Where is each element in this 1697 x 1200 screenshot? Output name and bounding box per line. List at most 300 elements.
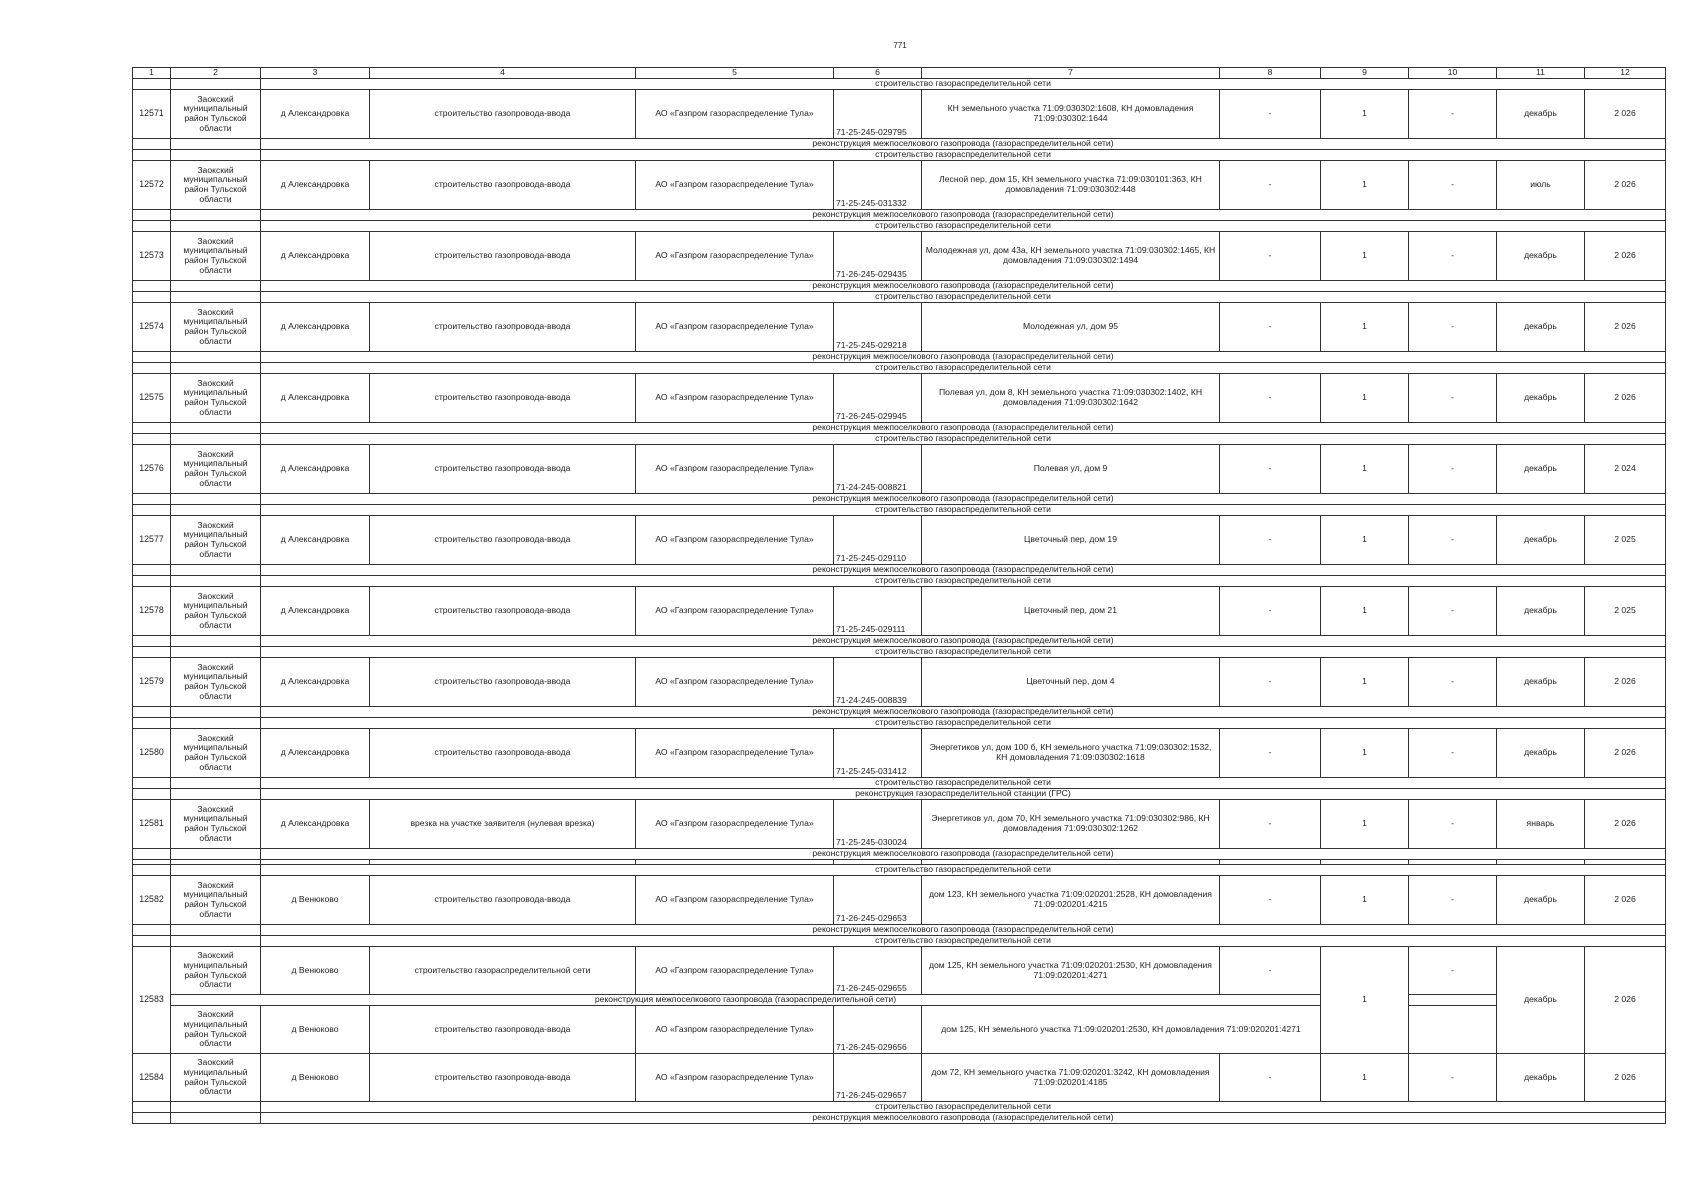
work-type-cell: строительство газопровода-ввода xyxy=(370,729,636,778)
address-cell: Энергетиков ул, дом 70, КН земельного участка 71:09:030302:986, КН домовладения 71:09:030302:1262 xyxy=(922,800,1220,849)
work-type-cell: строительство газопровода-ввода xyxy=(370,587,636,636)
band-blank-cell xyxy=(171,925,261,936)
district-cell: Заокский муниципальный район Тульской области xyxy=(171,876,261,925)
address-cell: дом 125, КН земельного участка 71:09:020201:2530, КН домовладения 71:09:020201:4271 xyxy=(922,1006,1321,1054)
object-id-cell: 71-26-245-029653 xyxy=(834,876,922,925)
band-row xyxy=(133,150,1666,161)
col9-cell: 1 xyxy=(1321,374,1409,423)
work-type-cell: строительство газопровода-ввода xyxy=(370,303,636,352)
column-header: 12 xyxy=(1585,68,1666,79)
col10-cell: - xyxy=(1409,947,1497,995)
row-number: 12584 xyxy=(133,1054,171,1102)
band-blank-cell xyxy=(133,434,171,445)
column-header: 3 xyxy=(261,68,370,79)
month-cell: июль xyxy=(1497,161,1585,210)
band-row xyxy=(133,210,1666,221)
band-row xyxy=(133,1113,1666,1124)
table-row xyxy=(133,374,1666,423)
year-cell: 2 026 xyxy=(1585,161,1666,210)
band-label: реконструкция межпоселкового газопровода (газораспределительной сети) xyxy=(171,995,1321,1006)
district-cell: Заокский муниципальный район Тульской области xyxy=(171,303,261,352)
col9-cell: 1 xyxy=(1321,232,1409,281)
row-number: 12576 xyxy=(133,445,171,494)
object-id-cell: 71-26-245-029655 xyxy=(834,947,922,995)
col10-cell: - xyxy=(1409,658,1497,707)
band-blank-cell xyxy=(171,281,261,292)
locality-cell: д Александровка xyxy=(261,658,370,707)
company-cell: АО «Газпром газораспределение Тула» xyxy=(636,587,834,636)
company-cell: АО «Газпром газораспределение Тула» xyxy=(636,729,834,778)
year-cell: 2 024 xyxy=(1585,445,1666,494)
company-cell: АО «Газпром газораспределение Тула» xyxy=(636,1006,834,1054)
object-id-cell: 71-25-245-031412 xyxy=(834,729,922,778)
work-type-cell: строительство газопровода-ввода xyxy=(370,232,636,281)
band-label: строительство газораспределительной сети xyxy=(261,576,1666,587)
district-cell: Заокский муниципальный район Тульской области xyxy=(171,947,261,995)
band-label: реконструкция межпоселкового газопровода (газораспределительной сети) xyxy=(261,565,1666,576)
locality-cell: д Александровка xyxy=(261,516,370,565)
band-label: строительство газораспределительной сети xyxy=(261,865,1666,876)
district-cell: Заокский муниципальный район Тульской области xyxy=(171,232,261,281)
locality-cell: д Александровка xyxy=(261,587,370,636)
work-type-cell: строительство газопровода-ввода xyxy=(370,876,636,925)
band-label: реконструкция межпоселкового газопровода (газораспределительной сети) xyxy=(261,281,1666,292)
band-row xyxy=(133,647,1666,658)
object-id-cell: 71-25-245-029110 xyxy=(834,516,922,565)
table-row xyxy=(133,800,1666,849)
address-cell: Энергетиков ул, дом 100 б, КН земельного участка 71:09:030302:1532, КН домовладения 71:09:030302:1618 xyxy=(922,729,1220,778)
column-header: 5 xyxy=(636,68,834,79)
row-number: 12571 xyxy=(133,90,171,139)
row-number: 12572 xyxy=(133,161,171,210)
col9-cell: 1 xyxy=(1321,516,1409,565)
column-header: 11 xyxy=(1497,68,1585,79)
band-label: реконструкция межпоселкового газопровода (газораспределительной сети) xyxy=(261,139,1666,150)
company-cell: АО «Газпром газораспределение Тула» xyxy=(636,303,834,352)
col9-cell: 1 xyxy=(1321,947,1409,1054)
column-header: 2 xyxy=(171,68,261,79)
col10-cell: - xyxy=(1409,445,1497,494)
district-cell: Заокский муниципальный район Тульской области xyxy=(171,374,261,423)
locality-cell: д Александровка xyxy=(261,374,370,423)
col9-cell: 1 xyxy=(1321,876,1409,925)
locality-cell: д Александровка xyxy=(261,232,370,281)
col10-cell: - xyxy=(1409,516,1497,565)
column-header: 1 xyxy=(133,68,171,79)
band-label: строительство газораспределительной сети xyxy=(261,363,1666,374)
band-row xyxy=(133,1102,1666,1113)
page-number: 771 xyxy=(893,41,907,50)
col10-cell: - xyxy=(1409,161,1497,210)
table-row xyxy=(133,729,1666,778)
col9-cell: 1 xyxy=(1321,161,1409,210)
band-row xyxy=(133,778,1666,789)
band-blank-cell xyxy=(133,936,171,947)
band-label: реконструкция межпоселкового газопровода (газораспределительной сети) xyxy=(261,707,1666,718)
band-blank-cell xyxy=(171,1102,261,1113)
band-blank-cell xyxy=(171,936,261,947)
band-label: строительство газораспределительной сети xyxy=(261,292,1666,303)
band-blank-cell xyxy=(133,281,171,292)
address-cell: Полевая ул, дом 8, КН земельного участка 71:09:030302:1402, КН домовладения 71:09:030302:1642 xyxy=(922,374,1220,423)
band-label: строительство газораспределительной сети xyxy=(261,936,1666,947)
district-cell: Заокский муниципальный район Тульской области xyxy=(171,800,261,849)
table-row xyxy=(133,1006,1666,1054)
band-row xyxy=(133,936,1666,947)
col10-cell: - xyxy=(1409,1054,1497,1102)
column-header-row xyxy=(133,68,1666,79)
table-row xyxy=(133,1054,1666,1102)
column-header: 7 xyxy=(922,68,1220,79)
band-row xyxy=(133,292,1666,303)
district-cell: Заокский муниципальный район Тульской области xyxy=(171,587,261,636)
band-blank-cell xyxy=(171,352,261,363)
month-cell: декабрь xyxy=(1497,445,1585,494)
table-row xyxy=(133,516,1666,565)
band-blank-cell xyxy=(133,1113,171,1124)
work-type-cell: строительство газопровода-ввода xyxy=(370,516,636,565)
locality-cell: д Александровка xyxy=(261,800,370,849)
band-blank-cell xyxy=(171,363,261,374)
row-number: 12582 xyxy=(133,876,171,925)
locality-cell: д Александровка xyxy=(261,303,370,352)
district-cell: Заокский муниципальный район Тульской области xyxy=(171,445,261,494)
band-row xyxy=(133,718,1666,729)
table-row xyxy=(133,161,1666,210)
object-id-cell: 71-24-245-008821 xyxy=(834,445,922,494)
row-number: 12581 xyxy=(133,800,171,849)
year-cell: 2 026 xyxy=(1585,1054,1666,1102)
object-id-cell: 71-25-245-029795 xyxy=(834,90,922,139)
row-number: 12574 xyxy=(133,303,171,352)
band-blank-cell xyxy=(133,565,171,576)
year-cell: 2 026 xyxy=(1585,729,1666,778)
row-number: 12575 xyxy=(133,374,171,423)
col9-cell: 1 xyxy=(1321,658,1409,707)
band-blank-cell xyxy=(171,494,261,505)
band-row xyxy=(133,707,1666,718)
band-row xyxy=(133,565,1666,576)
address-cell: дом 123, КН земельного участка 71:09:020201:2528, КН домовладения 71:09:020201:4215 xyxy=(922,876,1220,925)
col10-cell: - xyxy=(1409,587,1497,636)
col9-cell: 1 xyxy=(1321,1054,1409,1102)
band-label: строительство газораспределительной сети xyxy=(261,647,1666,658)
band-blank-cell xyxy=(171,707,261,718)
company-cell: АО «Газпром газораспределение Тула» xyxy=(636,374,834,423)
col10-cell: - xyxy=(1409,876,1497,925)
band-blank-cell xyxy=(133,576,171,587)
band-blank-cell xyxy=(171,647,261,658)
col8-cell: - xyxy=(1220,800,1321,849)
band-label: строительство газораспределительной сети xyxy=(261,221,1666,232)
locality-cell: д Александровка xyxy=(261,90,370,139)
company-cell: АО «Газпром газораспределение Тула» xyxy=(636,445,834,494)
band-blank-cell xyxy=(133,865,171,876)
row-number: 12577 xyxy=(133,516,171,565)
band-label: строительство газораспределительной сети xyxy=(261,434,1666,445)
month-cell: декабрь xyxy=(1497,516,1585,565)
work-type-cell: строительство газопровода-ввода xyxy=(370,658,636,707)
row-number: 12583 xyxy=(133,947,171,1054)
band-label: реконструкция межпоселкового газопровода (газораспределительной сети) xyxy=(261,1113,1666,1124)
col10-cell: - xyxy=(1409,729,1497,778)
band-row xyxy=(133,636,1666,647)
band-row xyxy=(133,494,1666,505)
band-blank-cell xyxy=(133,221,171,232)
month-cell: декабрь xyxy=(1497,876,1585,925)
band-blank-cell xyxy=(171,292,261,303)
work-type-cell: строительство газопровода-ввода xyxy=(370,1006,636,1054)
locality-cell: д Александровка xyxy=(261,161,370,210)
band-blank-cell xyxy=(171,221,261,232)
band-row xyxy=(133,789,1666,800)
year-cell: 2 026 xyxy=(1585,800,1666,849)
band-row xyxy=(133,363,1666,374)
band-blank-cell xyxy=(133,423,171,434)
row-number: 12573 xyxy=(133,232,171,281)
object-id-cell: 71-25-245-029111 xyxy=(834,587,922,636)
col8-cell: - xyxy=(1220,947,1321,995)
col8-cell: - xyxy=(1220,232,1321,281)
band-blank-cell xyxy=(171,865,261,876)
band-row xyxy=(133,352,1666,363)
band-row xyxy=(133,865,1666,876)
month-cell: декабрь xyxy=(1497,658,1585,707)
col9-cell: 1 xyxy=(1321,587,1409,636)
address-cell: КН земельного участка 71:09:030302:1608, КН домовладения 71:09:030302:1644 xyxy=(922,90,1220,139)
band-blank-cell xyxy=(171,505,261,516)
col8-cell: - xyxy=(1220,445,1321,494)
month-cell: декабрь xyxy=(1497,90,1585,139)
address-cell: дом 72, КН земельного участка 71:09:020201:3242, КН домовладения 71:09:020201:4185 xyxy=(922,1054,1220,1102)
work-type-cell: врезка на участке заявителя (нулевая врезка) xyxy=(370,800,636,849)
band-row xyxy=(133,221,1666,232)
col9-cell: 1 xyxy=(1321,303,1409,352)
band-row xyxy=(133,925,1666,936)
district-cell: Заокский муниципальный район Тульской области xyxy=(171,90,261,139)
band-label: реконструкция газораспределительной станции (ГРС) xyxy=(261,789,1666,800)
band-blank-cell xyxy=(171,576,261,587)
object-id-cell: 71-26-245-029656 xyxy=(834,1006,922,1054)
band-blank-cell xyxy=(133,636,171,647)
address-cell: Полевая ул, дом 9 xyxy=(922,445,1220,494)
district-cell: Заокский муниципальный район Тульской области xyxy=(171,1054,261,1102)
district-cell: Заокский муниципальный район Тульской области xyxy=(171,658,261,707)
band-row xyxy=(133,281,1666,292)
locality-cell: д Венюково xyxy=(261,947,370,995)
work-type-cell: строительство газопровода-ввода xyxy=(370,161,636,210)
band-blank-cell xyxy=(133,1102,171,1113)
address-cell: Лесной пер, дом 15, КН земельного участка 71:09:030101:363, КН домовладения 71:09:030302:448 xyxy=(922,161,1220,210)
band-label: реконструкция межпоселкового газопровода (газораспределительной сети) xyxy=(261,925,1666,936)
col9-cell: 1 xyxy=(1321,800,1409,849)
year-cell: 2 026 xyxy=(1585,90,1666,139)
col8-cell: - xyxy=(1220,90,1321,139)
col8-cell: - xyxy=(1220,876,1321,925)
object-id-cell: 71-26-245-029435 xyxy=(834,232,922,281)
band-blank-cell xyxy=(171,565,261,576)
year-cell: 2 026 xyxy=(1585,947,1666,1054)
col8-cell: - xyxy=(1220,161,1321,210)
year-cell: 2 025 xyxy=(1585,516,1666,565)
band-blank-cell xyxy=(171,1113,261,1124)
band-row xyxy=(133,849,1666,860)
col9-cell: 1 xyxy=(1321,90,1409,139)
col8-cell: - xyxy=(1220,516,1321,565)
band-row xyxy=(133,139,1666,150)
locality-cell: д Венюково xyxy=(261,1054,370,1102)
column-header: 10 xyxy=(1409,68,1497,79)
band-blank-cell xyxy=(133,925,171,936)
band-blank-cell xyxy=(133,505,171,516)
band-blank-cell xyxy=(171,423,261,434)
band-blank-cell xyxy=(133,707,171,718)
work-type-cell: строительство газопровода-ввода xyxy=(370,1054,636,1102)
band-blank-cell xyxy=(133,210,171,221)
table-row xyxy=(133,445,1666,494)
band-row xyxy=(133,505,1666,516)
band-label: реконструкция межпоселкового газопровода (газораспределительной сети) xyxy=(261,849,1666,860)
band-blank-cell xyxy=(1409,995,1497,1006)
work-type-cell: строительство газопровода-ввода xyxy=(370,445,636,494)
work-type-cell: строительство газопровода-ввода xyxy=(370,374,636,423)
band-blank-cell xyxy=(133,79,171,90)
column-header: 9 xyxy=(1321,68,1409,79)
band-blank-cell xyxy=(171,79,261,90)
district-cell: Заокский муниципальный район Тульской области xyxy=(171,729,261,778)
band-blank-cell xyxy=(133,647,171,658)
month-cell: декабрь xyxy=(1497,729,1585,778)
band-blank-cell xyxy=(171,636,261,647)
address-cell: Цветочный пер, дом 19 xyxy=(922,516,1220,565)
band-label: строительство газораспределительной сети xyxy=(261,150,1666,161)
column-header: 6 xyxy=(834,68,922,79)
col8-cell: - xyxy=(1220,587,1321,636)
band-row xyxy=(133,423,1666,434)
address-cell: Молодежная ул, дом 95 xyxy=(922,303,1220,352)
row-number: 12580 xyxy=(133,729,171,778)
band-label: строительство газораспределительной сети xyxy=(261,778,1666,789)
band-label: строительство газораспределительной сети xyxy=(261,718,1666,729)
table-row xyxy=(133,90,1666,139)
col8-cell: - xyxy=(1220,374,1321,423)
month-cell: декабрь xyxy=(1497,374,1585,423)
col9-cell: 1 xyxy=(1321,729,1409,778)
column-header: 4 xyxy=(370,68,636,79)
band-row xyxy=(133,995,1666,1006)
address-cell: дом 125, КН земельного участка 71:09:020201:2530, КН домовладения 71:09:020201:4271 xyxy=(922,947,1220,995)
band-blank-cell xyxy=(171,778,261,789)
band-blank-cell xyxy=(171,150,261,161)
company-cell: АО «Газпром газораспределение Тула» xyxy=(636,90,834,139)
table-row xyxy=(133,303,1666,352)
locality-cell: д Венюково xyxy=(261,876,370,925)
year-cell: 2 025 xyxy=(1585,587,1666,636)
row-number: 12579 xyxy=(133,658,171,707)
column-header: 8 xyxy=(1220,68,1321,79)
object-id-cell: 71-26-245-029945 xyxy=(834,374,922,423)
band-blank-cell xyxy=(133,494,171,505)
locality-cell: д Венюково xyxy=(261,1006,370,1054)
band-blank-cell xyxy=(133,778,171,789)
band-blank-cell xyxy=(171,434,261,445)
month-cell: декабрь xyxy=(1497,1054,1585,1102)
col10-cell: - xyxy=(1409,374,1497,423)
company-cell: АО «Газпром газораспределение Тула» xyxy=(636,1054,834,1102)
company-cell: АО «Газпром газораспределение Тула» xyxy=(636,876,834,925)
gas-supply-table xyxy=(132,67,1666,1124)
col8-cell: - xyxy=(1220,658,1321,707)
company-cell: АО «Газпром газораспределение Тула» xyxy=(636,161,834,210)
month-cell: декабрь xyxy=(1497,303,1585,352)
object-id-cell: 71-25-245-029218 xyxy=(834,303,922,352)
district-cell: Заокский муниципальный район Тульской области xyxy=(171,161,261,210)
month-cell: январь xyxy=(1497,800,1585,849)
year-cell: 2 026 xyxy=(1585,876,1666,925)
address-cell: Цветочный пер, дом 4 xyxy=(922,658,1220,707)
year-cell: 2 026 xyxy=(1585,658,1666,707)
col10-cell: - xyxy=(1409,800,1497,849)
col9-cell: 1 xyxy=(1321,445,1409,494)
company-cell: АО «Газпром газораспределение Тула» xyxy=(636,658,834,707)
company-cell: АО «Газпром газораспределение Тула» xyxy=(636,516,834,565)
band-blank-cell xyxy=(133,789,171,800)
locality-cell: д Александровка xyxy=(261,445,370,494)
month-cell: декабрь xyxy=(1497,232,1585,281)
band-label: реконструкция межпоселкового газопровода (газораспределительной сети) xyxy=(261,210,1666,221)
col10-cell: - xyxy=(1409,303,1497,352)
band-label: реконструкция межпоселкового газопровода (газораспределительной сети) xyxy=(261,494,1666,505)
table-row xyxy=(133,658,1666,707)
table-row xyxy=(133,232,1666,281)
district-cell: Заокский муниципальный район Тульской области xyxy=(171,516,261,565)
col10-cell: - xyxy=(1409,232,1497,281)
locality-cell: д Александровка xyxy=(261,729,370,778)
band-blank-cell xyxy=(133,849,171,860)
band-label: строительство газораспределительной сети xyxy=(261,505,1666,516)
table-row xyxy=(133,876,1666,925)
band-blank-cell xyxy=(133,150,171,161)
band-blank-cell xyxy=(133,363,171,374)
company-cell: АО «Газпром газораспределение Тула» xyxy=(636,800,834,849)
company-cell: АО «Газпром газораспределение Тула» xyxy=(636,232,834,281)
band-blank-cell xyxy=(171,718,261,729)
band-label: реконструкция межпоселкового газопровода (газораспределительной сети) xyxy=(261,352,1666,363)
address-cell: Цветочный пер, дом 21 xyxy=(922,587,1220,636)
band-blank-cell xyxy=(133,139,171,150)
district-cell: Заокский муниципальный район Тульской области xyxy=(171,1006,261,1054)
address-cell: Молодежная ул, дом 43а, КН земельного участка 71:09:030302:1465, КН домовладения 71:09:030302:1494 xyxy=(922,232,1220,281)
col8-cell: - xyxy=(1220,729,1321,778)
band-label: реконструкция межпоселкового газопровода (газораспределительной сети) xyxy=(261,636,1666,647)
band-blank-cell xyxy=(171,210,261,221)
band-row xyxy=(133,434,1666,445)
year-cell: 2 026 xyxy=(1585,303,1666,352)
col10-cell: - xyxy=(1409,90,1497,139)
col8-cell: - xyxy=(1220,303,1321,352)
band-row xyxy=(133,576,1666,587)
month-cell: декабрь xyxy=(1497,947,1585,1054)
band-blank-cell xyxy=(133,292,171,303)
row-number: 12578 xyxy=(133,587,171,636)
band-row xyxy=(133,79,1666,90)
month-cell: декабрь xyxy=(1497,587,1585,636)
table-row xyxy=(133,587,1666,636)
object-id-cell: 71-24-245-008839 xyxy=(834,658,922,707)
work-type-cell: строительство газопровода-ввода xyxy=(370,90,636,139)
object-id-cell: 71-26-245-029657 xyxy=(834,1054,922,1102)
object-id-cell: 71-25-245-031332 xyxy=(834,161,922,210)
